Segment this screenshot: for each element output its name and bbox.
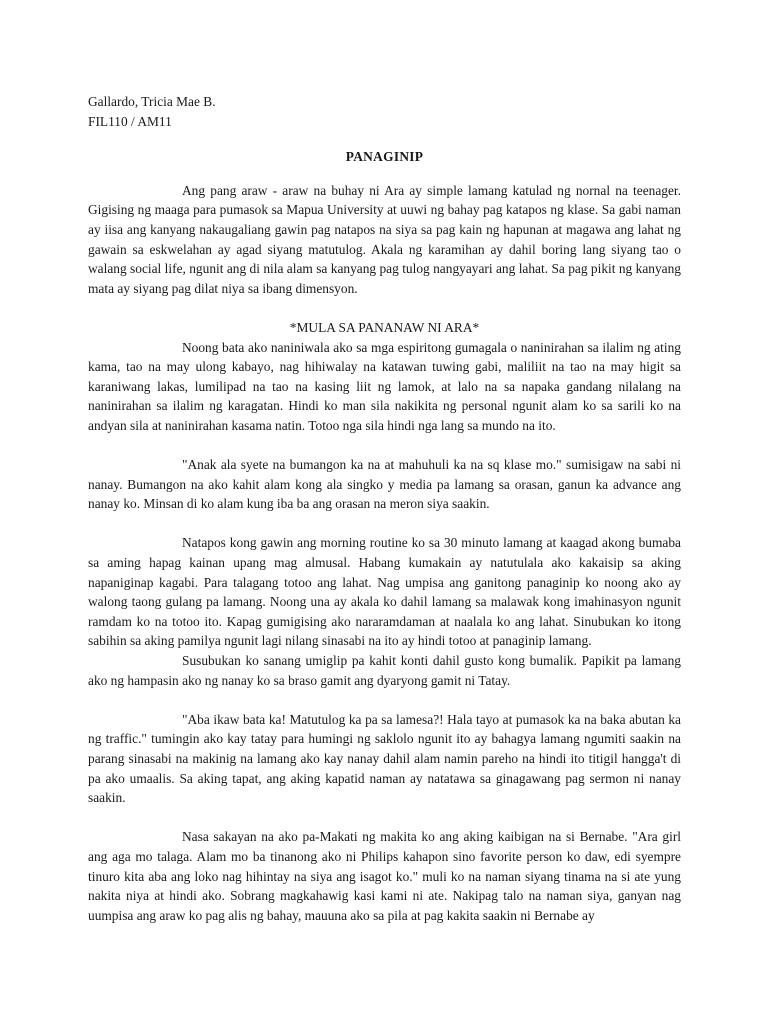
document-title: PANAGINIP — [345, 149, 424, 165]
document-page — [88, 92, 681, 925]
body-paragraph-4: Susubukan ko sanang umiglip pa kahit konti dahil gusto kong bumalik. Papikit pa lamang ako ng hampasin ako ng nanay ko sa braso gamit ang dyaryong gamit ni Tatay. — [88, 653, 681, 688]
body-paragraph-1: Noong bata ako naniniwala ako sa mga espiritong gumagala o naninirahan sa ilalim ng ating kama, tao na may ulong kabayo, nag hihiwalay na katawan tuwing gabi, maliliit na tao na may higit sa karaniwang lakas, lumilipad na tao na kasing liit ng lamok, at lalo na sa napaka gandang nilalang na naninirahan sa ilalim ng karagatan. Hindi ko man sila nakikita ng personal ngunit alam ko sa sarili ko na andyan sila at naninirahan kasama natin. Totoo nga sila hindi nga lang sa mundo na ito. — [88, 339, 681, 433]
body-paragraph-2: "Anak ala syete na bumangon ka na at mahuhuli ka na sq klase mo." sumisigaw na sabi ni nanay. Bumangon na ako kahit alam kong ala singko y media pa lamang sa orasan, ganun ka advance ang nanay ko. Minsan di ko alam kung iba ba ang orasan na meron siya saakin. — [88, 457, 681, 512]
section-heading: *MULA SA PANANAW NI ARA* — [289, 319, 480, 335]
author-name: Gallardo, Tricia Mae B. — [88, 94, 216, 109]
body-paragraph-5: "Aba ikaw bata ka! Matutulog ka pa sa lamesa?! Hala tayo at pumasok ka na baka abutan ka ng traffic." tumingin ako kay tatay para humingi ng saklolo ngunit ito ay bahagya lamang ngumiti saakin na parang sinasabi na makinig na lamang ako kay nanay dahil alam namin pareho na hindi ito titigil hangga't di pa ako umaalis. Sa aking tapat, ang aking kapatid naman ay natatawa sa ginagawang pag sermon ni nanay saakin. — [88, 711, 681, 806]
course-code: FIL110 / AM11 — [88, 113, 172, 129]
body-paragraph-3: Natapos kong gawin ang morning routine ko sa 30 minuto lamang at kaagad akong bumaba sa aming hapag kainan upang mag almusal. Habang kumakain ay natutulala ako kakaisip sa aking napaniginap kagabi. Para talagang totoo ang lahat. Nag umpisa ang ganitong panaginip ko noong ako ay walong taong gulang pa lamang. Noong una ay akala ko dahil lamang sa malawak kong imahinasyon ngunit ramdam ko na totoo ito. Kapag gumigising ako nararamdaman at naalala ko ang lahat. Sinubukan ko itong sabihin sa aking pamilya ngunit lagi nilang sinasabi na ito ay hindi totoo at panaginip lamang. — [88, 535, 681, 649]
body-paragraph-6: Nasa sakayan na ako pa-Makati ng makita ko ang aking kaibigan na si Bernabe. "Ara girl ang aga mo talaga. Alam mo ba tinanong ako ni Philips kahapon sino favorite person ko daw, edi syempre tinuro kita aba ang loko nag hihintay na siya ang isagot ko." muli ko na naman siyang tinama na si ate yung nakita niya at hindi ako. Sobrang magkahawig kasi kami ni ate. Nakipag talo na naman siya, ganyan nag uumpisa ang araw ko pag alis ng bahay, mauuna ako sa pila at pag kakita saakin ni Bernabe ay — [88, 829, 681, 923]
intro-paragraph: Ang pang araw - araw na buhay ni Ara ay simple lamang katulad ng nornal na teenager. Gigising ng maaga para pumasok sa Mapua University at uuwi ng bahay pag katapos ng klase. Sa gabi naman ay iisa ang kanyang nakaugaliang gawin pag natapos na siya sa pag kain ng hapunan at magawa ang lahat ng gawain sa eskwelahan ay agad siyang matutulog. Akala ng karamihan ay dahil boring lang siyang tao o walang social life, ngunit ang di nila alam sa kanyang pag tulog nangyayari ang lahat. Sa pag pikit ng kanyang mata ay siyang pag dilat niya sa ibang dimensyon. — [88, 182, 681, 296]
